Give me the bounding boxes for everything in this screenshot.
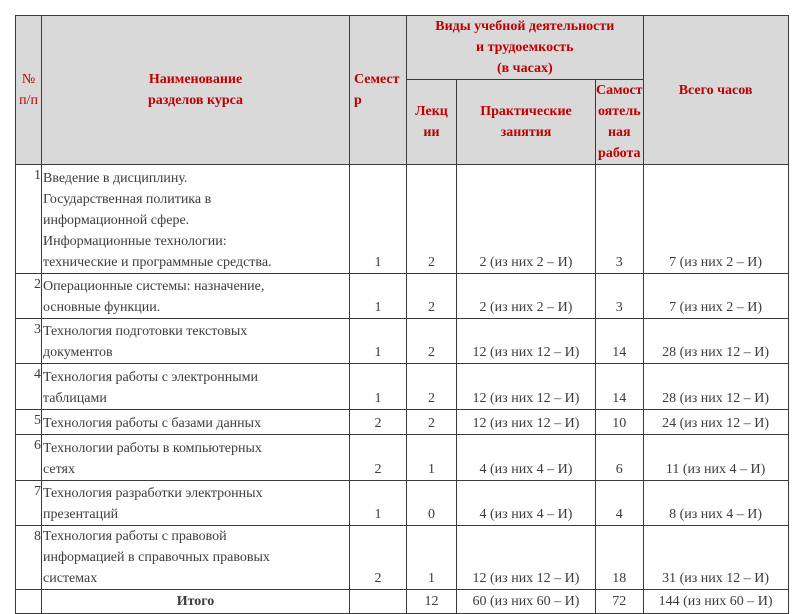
row-self-work: 18 [596,526,644,590]
header-num-line: № [21,72,36,87]
row-num: 6 [16,435,42,481]
row-practice: 12 (из них 12 – И) [457,319,596,364]
header-practice [457,80,596,165]
totals-label: Итого [42,590,350,614]
row-practice: 4 (из них 4 – И) [457,435,596,481]
row-name-line: Государственная политика в [43,192,212,207]
row-name-line: Технологии работы в компьютерных [43,441,262,456]
header-activity-line: (в часах) [496,61,553,76]
row-total: 31 (из них 12 – И) [643,526,788,590]
table-row [16,435,789,481]
header-name-line: Наименование [148,72,243,87]
row-semester: 2 [350,410,407,435]
totals-lectures: 12 [407,590,457,614]
row-self-work: 10 [596,410,644,435]
row-self-work: 14 [596,364,644,410]
row-name [42,165,350,274]
header-self-work-line: Самост [596,83,643,98]
header-activity-group [407,16,644,80]
table-row [16,481,789,526]
row-lectures: 1 [407,435,457,481]
header-num-line: п/п [19,93,38,108]
header-total-hours: Всего часов [643,16,788,165]
row-total: 7 (из них 2 – И) [643,274,788,319]
row-name-line: сетях [43,462,75,477]
table-row [16,410,789,435]
row-total: 7 (из них 2 – И) [643,165,788,274]
row-lectures: 1 [407,526,457,590]
row-semester: 2 [350,435,407,481]
row-practice: 2 (из них 2 – И) [457,165,596,274]
row-total: 11 (из них 4 – И) [643,435,788,481]
row-total: 28 (из них 12 – И) [643,364,788,410]
header-semester-line: Семест [354,72,400,87]
course-sections-table [15,15,789,614]
row-self-work: 3 [596,274,644,319]
row-practice: 12 (из них 12 – И) [457,410,596,435]
row-semester: 2 [350,526,407,590]
row-name-line: документов [43,345,113,360]
row-lectures: 2 [407,364,457,410]
row-semester: 1 [350,319,407,364]
row-name-line: Введение в дисциплину. [43,171,188,186]
totals-self-work: 72 [596,590,644,614]
row-practice: 12 (из них 12 – И) [457,364,596,410]
row-lectures: 2 [407,165,457,274]
table-row [16,364,789,410]
row-name [42,319,350,364]
header-semester-line: р [354,93,362,108]
row-lectures: 0 [407,481,457,526]
row-name [42,481,350,526]
row-name-line: основные функции. [43,300,161,315]
row-lectures: 2 [407,319,457,364]
row-practice: 12 (из них 12 – И) [457,526,596,590]
row-num: 7 [16,481,42,526]
row-self-work: 3 [596,165,644,274]
row-semester: 1 [350,165,407,274]
row-name-line: презентаций [43,507,119,522]
header-practice-line: Практические [480,104,572,119]
header-lectures [407,80,457,165]
table-row [16,319,789,364]
row-total: 8 (из них 4 – И) [643,481,788,526]
totals-practice: 60 (из них 60 – И) [457,590,596,614]
row-num: 5 [16,410,42,435]
row-num: 8 [16,526,42,590]
table-header [16,16,789,165]
row-name-line: Технология работы с правовой [43,529,227,544]
row-name-line: системах [43,571,98,586]
totals-total: 144 (из них 60 – И) [643,590,788,614]
row-total: 28 (из них 12 – И) [643,319,788,364]
row-self-work: 14 [596,319,644,364]
table-row [16,274,789,319]
header-self-work [596,80,644,165]
header-self-work-line: ная [607,125,631,140]
header-activity-line: и трудоемкость [476,40,574,55]
header-semester [350,16,407,165]
header-lectures-line: Лекц [415,104,448,119]
row-name-line: Технология работы с базами данных [43,416,262,431]
totals-num [16,590,42,614]
row-num: 1 [16,165,42,274]
header-practice-line: занятия [500,125,552,140]
row-num: 4 [16,364,42,410]
row-name [42,526,350,590]
row-name-line: Технология работы с электронными [43,370,259,385]
row-name-line: информацией в справочных правовых [43,550,270,565]
row-lectures: 2 [407,410,457,435]
row-self-work: 4 [596,481,644,526]
table-row [16,526,789,590]
row-name-line: технические и программные средства. [43,255,272,270]
row-name-line: Информационные технологии: [43,234,227,249]
row-num: 2 [16,274,42,319]
row-practice: 2 (из них 2 – И) [457,274,596,319]
row-semester: 1 [350,364,407,410]
row-self-work: 6 [596,435,644,481]
row-semester: 1 [350,481,407,526]
row-total: 24 (из них 12 – И) [643,410,788,435]
row-name [42,410,350,435]
totals-semester [350,590,407,614]
totals-row [16,590,789,614]
row-name-line: Технология разработки электронных [43,486,263,501]
header-activity-line: Виды учебной деятельности [435,19,615,34]
row-name-line: Операционные системы: назначение, [43,279,265,294]
header-self-work-line: оятель [597,104,641,119]
header-self-work-line: работа [598,146,641,161]
table-row [16,165,789,274]
row-name-line: информационной сфере. [43,213,190,228]
row-name [42,274,350,319]
header-name [42,16,350,165]
row-practice: 4 (из них 4 – И) [457,481,596,526]
row-semester: 1 [350,274,407,319]
header-lectures-line: ии [423,125,440,140]
header-name-line: разделов курса [147,93,244,108]
row-num: 3 [16,319,42,364]
row-name-line: Технология подготовки текстовых [43,324,248,339]
row-name [42,364,350,410]
header-num [16,16,42,165]
row-lectures: 2 [407,274,457,319]
row-name [42,435,350,481]
row-name-line: таблицами [43,391,107,406]
